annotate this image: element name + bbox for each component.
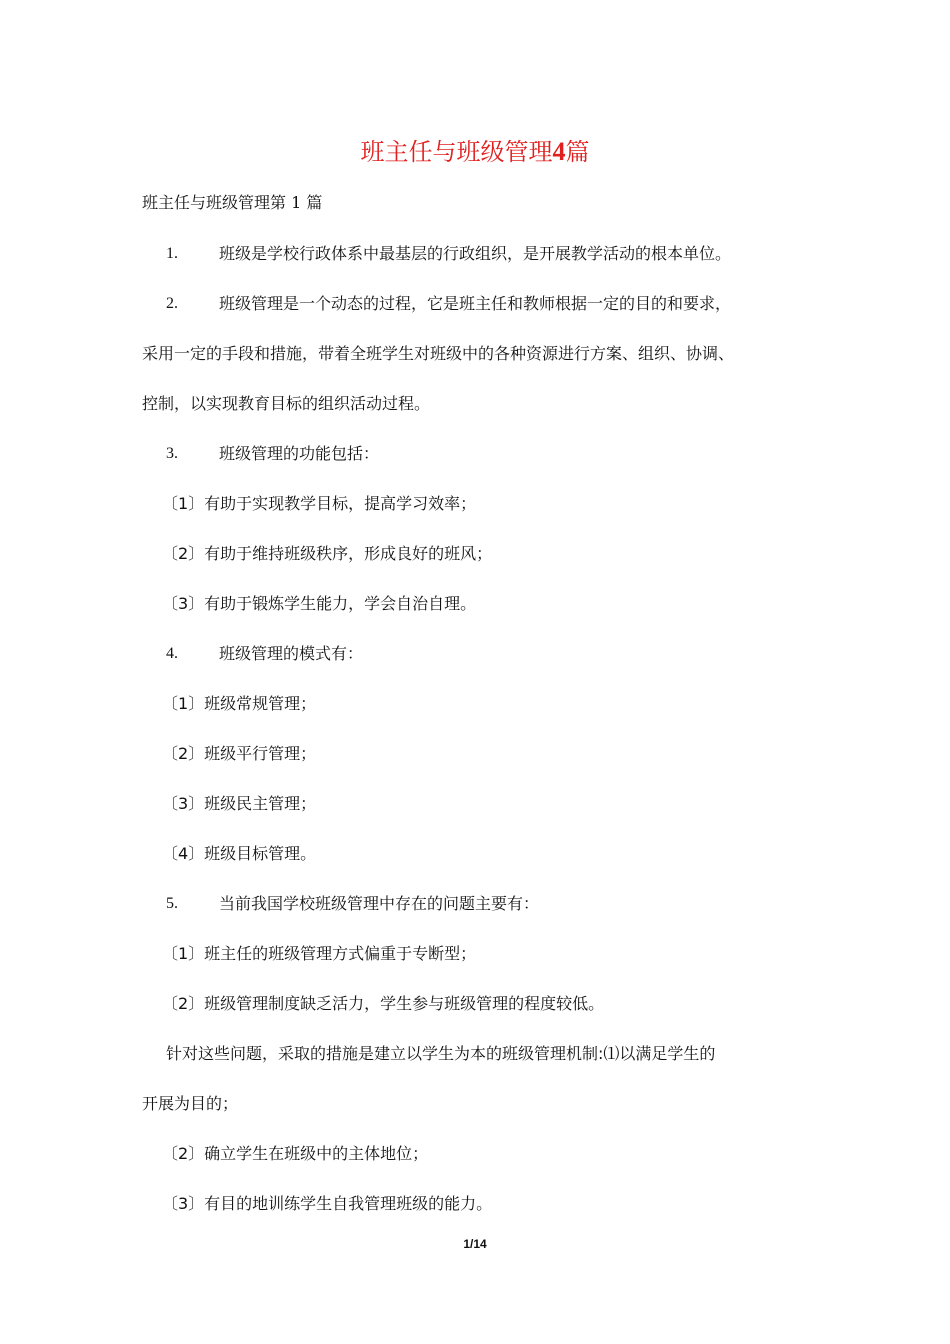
item-text-continuation: 控制，以实现教育目标的组织活动过程。 bbox=[142, 394, 431, 413]
item-number: 5. bbox=[166, 895, 178, 912]
item-text: 当前我国学校班级管理中存在的问题主要有： bbox=[219, 894, 540, 913]
item-number: 3. bbox=[166, 445, 178, 462]
page-number: 1/14 bbox=[463, 1237, 487, 1251]
item-text-continuation: 采用一定的手段和措施，带着全班学生对班级中的各种资源进行方案、组织、协调、 bbox=[142, 344, 735, 363]
item-text: 班级是学校行政体系中最基层的行政组织，是开展教学活动的根本单位。 bbox=[219, 244, 732, 263]
sub-item: 〔2〕有助于维持班级秩序，形成良好的班风； bbox=[162, 544, 493, 563]
sub-item: 〔3〕有助于锻炼学生能力，学会自治自理。 bbox=[162, 594, 477, 613]
document-title bbox=[0, 132, 950, 172]
item-text: 班级管理是一个动态的过程，它是班主任和教师根据一定的目的和要求， bbox=[219, 294, 732, 313]
sub-item: 〔1〕班级常规管理； bbox=[162, 694, 317, 713]
title-text: 班主任与班级管理 bbox=[360, 138, 553, 166]
paragraph: 针对这些问题，采取的措施是建立以学生为本的班级管理机制:⑴以满足学生的 bbox=[166, 1044, 716, 1063]
sub-item: 〔4〕班级目标管理。 bbox=[162, 844, 317, 863]
title-suffix: 篇 bbox=[565, 138, 590, 166]
item-number: 1. bbox=[166, 245, 178, 262]
item-number: 4. bbox=[166, 645, 178, 662]
title-number: 4 bbox=[552, 137, 566, 166]
sub-item: 〔3〕有目的地训练学生自我管理班级的能力。 bbox=[162, 1194, 493, 1213]
paragraph-continuation: 开展为目的； bbox=[142, 1094, 239, 1113]
sub-item: 〔3〕班级民主管理； bbox=[162, 794, 317, 813]
sub-item: 〔2〕班级管理制度缺乏活力，学生参与班级管理的程度较低。 bbox=[162, 994, 605, 1013]
item-text: 班级管理的模式有： bbox=[219, 644, 364, 663]
item-text: 班级管理的功能包括： bbox=[219, 444, 380, 463]
sub-item: 〔2〕班级平行管理； bbox=[162, 744, 317, 763]
item-number: 2. bbox=[166, 295, 178, 312]
section-subtitle: 班主任与班级管理第 1 篇 bbox=[142, 193, 323, 212]
sub-item: 〔2〕确立学生在班级中的主体地位； bbox=[162, 1144, 429, 1163]
sub-item: 〔1〕有助于实现教学目标，提高学习效率； bbox=[162, 494, 477, 513]
sub-item: 〔1〕班主任的班级管理方式偏重于专断型； bbox=[162, 944, 477, 963]
